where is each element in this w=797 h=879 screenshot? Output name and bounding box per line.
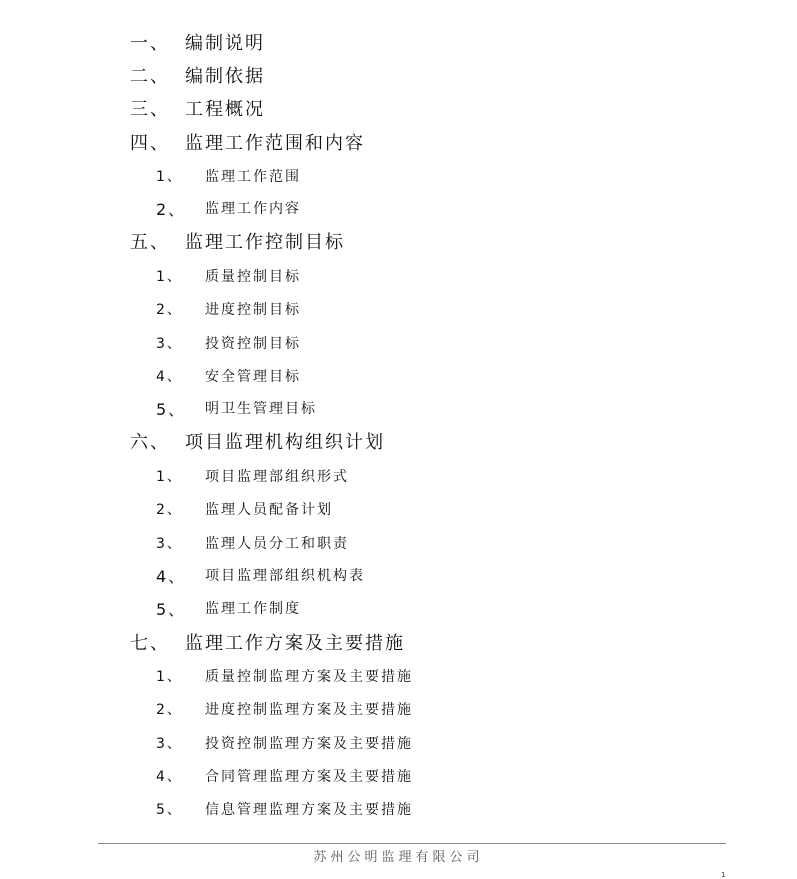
section-number: 二、 bbox=[130, 66, 170, 87]
section-title: 编制说明 bbox=[185, 33, 265, 54]
subsection-title: 合同管理监理方案及主要措施 bbox=[205, 769, 413, 785]
subsection-number: 3、 bbox=[156, 336, 183, 352]
section-number: 三、 bbox=[130, 99, 170, 120]
section-title: 监理工作方案及主要措施 bbox=[185, 633, 405, 654]
footer-divider bbox=[98, 843, 726, 844]
section-title: 编制依据 bbox=[185, 66, 265, 87]
subsection-title: 质量控制目标 bbox=[205, 269, 301, 285]
section-title: 监理工作控制目标 bbox=[185, 232, 345, 253]
subsection-title: 质量控制监理方案及主要措施 bbox=[205, 669, 413, 685]
subsection-number: 5、 bbox=[156, 802, 183, 818]
section-number: 一、 bbox=[130, 33, 170, 54]
subsection-number: 1、 bbox=[156, 669, 183, 685]
subsection-title: 项目监理部组织机构表 bbox=[205, 568, 365, 584]
section-title: 监理工作范围和内容 bbox=[185, 133, 365, 154]
subsection-title: 监理工作制度 bbox=[205, 601, 301, 617]
subsection-title: 监理工作内容 bbox=[205, 201, 301, 217]
subsection-number: 4、 bbox=[156, 369, 183, 385]
subsection-title: 投资控制监理方案及主要措施 bbox=[205, 736, 413, 752]
section-number: 七、 bbox=[130, 633, 170, 654]
subsection-number: 4、 bbox=[156, 769, 183, 785]
subsection-number: 2、 bbox=[156, 200, 187, 219]
subsection-number: 3、 bbox=[156, 536, 183, 552]
subsection-title: 监理人员配备计划 bbox=[205, 502, 333, 518]
subsection-number: 1、 bbox=[156, 169, 183, 185]
subsection-number: 3、 bbox=[156, 736, 183, 752]
subsection-number: 4、 bbox=[156, 567, 187, 586]
subsection-number: 1、 bbox=[156, 269, 183, 285]
subsection-title: 项目监理部组织形式 bbox=[205, 469, 349, 485]
subsection-number: 5、 bbox=[156, 400, 187, 419]
section-number: 四、 bbox=[130, 133, 170, 154]
subsection-title: 监理人员分工和职责 bbox=[205, 536, 349, 552]
subsection-title: 明卫生管理目标 bbox=[205, 401, 317, 417]
subsection-title: 进度控制目标 bbox=[205, 302, 301, 318]
subsection-number: 5、 bbox=[156, 600, 187, 619]
section-number: 五、 bbox=[130, 232, 170, 253]
section-number: 六、 bbox=[130, 432, 170, 453]
section-title: 工程概况 bbox=[185, 99, 265, 120]
subsection-number: 2、 bbox=[156, 302, 183, 318]
subsection-title: 信息管理监理方案及主要措施 bbox=[205, 802, 413, 818]
subsection-title: 投资控制目标 bbox=[205, 336, 301, 352]
subsection-title: 安全管理目标 bbox=[205, 369, 301, 385]
subsection-title: 监理工作范围 bbox=[205, 169, 301, 185]
subsection-title: 进度控制监理方案及主要措施 bbox=[205, 702, 413, 718]
footer-company-name: 苏州公明监理有限公司 bbox=[313, 850, 484, 865]
subsection-number: 2、 bbox=[156, 502, 183, 518]
subsection-number: 2、 bbox=[156, 702, 183, 718]
subsection-number: 1、 bbox=[156, 469, 183, 485]
page-number: 1 bbox=[721, 871, 726, 879]
section-title: 项目监理机构组织计划 bbox=[185, 432, 385, 453]
